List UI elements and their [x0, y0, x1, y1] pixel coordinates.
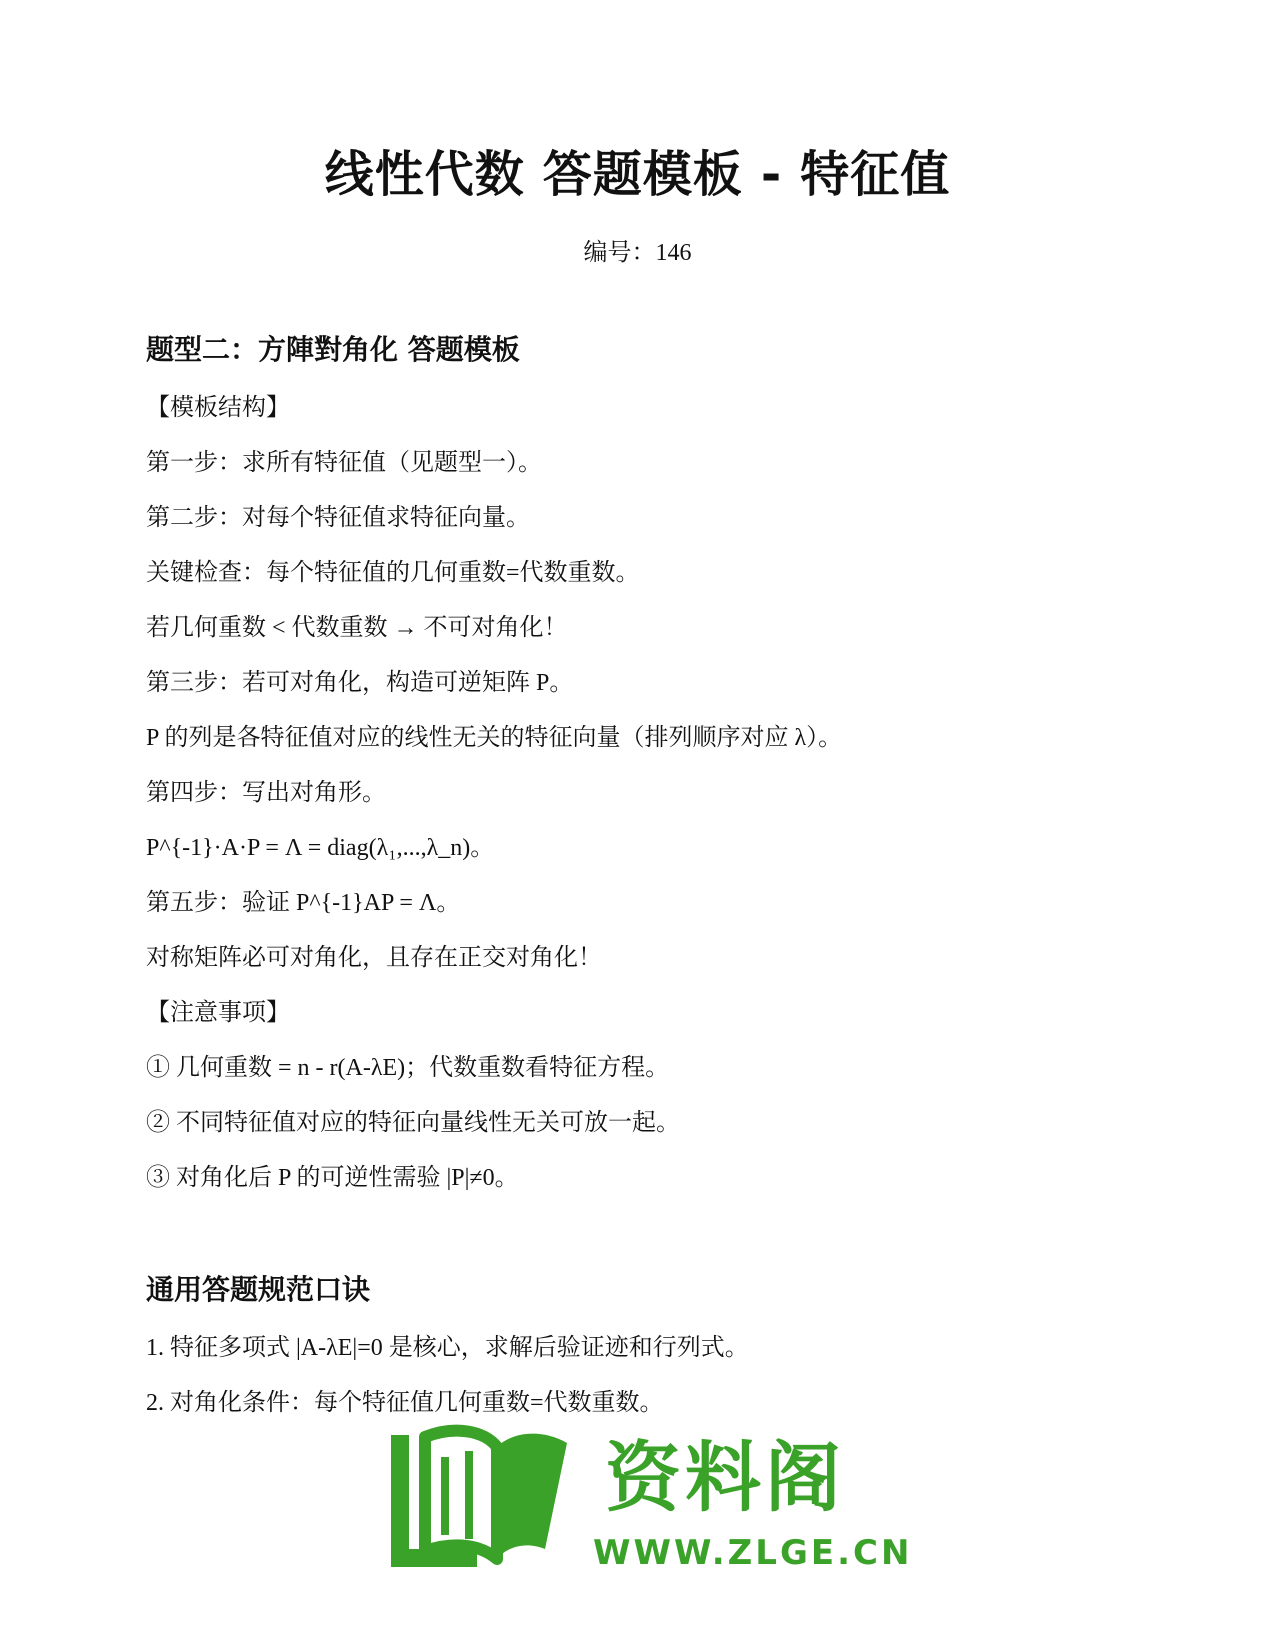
document-number: 编号：146 [583, 240, 692, 266]
watermark-url: WWW.ZLGE.CN [593, 1533, 913, 1573]
key-check-line: 关键检查：每个特征值的几何重数=代数重数。 [146, 560, 640, 586]
document-title: 线性代数 答题模板 - 特征值 [324, 146, 951, 203]
note-3: ③ 对角化后 P 的可逆性需验 |P|≠0。 [146, 1165, 519, 1191]
note-1: ① 几何重数 = n - r(A-λE)；代数重数看特征方程。 [146, 1055, 670, 1081]
step-5-line: 第五步：验证 P^{-1}AP = Λ。 [146, 890, 461, 916]
section-heading-diagonalization: 题型二：方陣對角化 答题模板 [146, 333, 520, 366]
notes-label: 【注意事项】 [146, 1000, 290, 1026]
symmetric-matrix-note: 对称矩阵必可对角化，且存在正交对角化！ [146, 945, 602, 971]
diagonal-form-formula: P^{-1}·A·P = Λ = diag(λ₁,...,λ_n)。 [146, 835, 495, 861]
non-diagonalizable-note: 若几何重数 < 代数重数 → 不可对角化！ [146, 615, 568, 641]
step-2-line: 第二步：对每个特征值求特征向量。 [146, 505, 530, 531]
section-heading-general-rules: 通用答题规范口诀 [146, 1273, 371, 1306]
watermark-name: 资料阁 [605, 1433, 845, 1522]
step-4-line: 第四步：写出对角形。 [146, 780, 386, 806]
book-logo-icon [385, 1417, 585, 1577]
rule-1: 1. 特征多项式 |A-λE|=0 是核心，求解后验证迹和行列式。 [146, 1335, 749, 1361]
template-structure-label: 【模板结构】 [146, 395, 290, 421]
step-3-line: 第三步：若可对角化，构造可逆矩阵 P。 [146, 670, 574, 696]
matrix-p-columns-note: P 的列是各特征值对应的线性无关的特征向量（排列顺序对应 λ）。 [146, 725, 843, 751]
step-1-line: 第一步：求所有特征值（见题型一）。 [146, 450, 542, 476]
watermark-logo [395, 1425, 913, 1585]
note-2: ② 不同特征值对应的特征向量线性无关可放一起。 [146, 1110, 680, 1136]
rule-2: 2. 对角化条件：每个特征值几何重数=代数重数。 [146, 1390, 664, 1416]
